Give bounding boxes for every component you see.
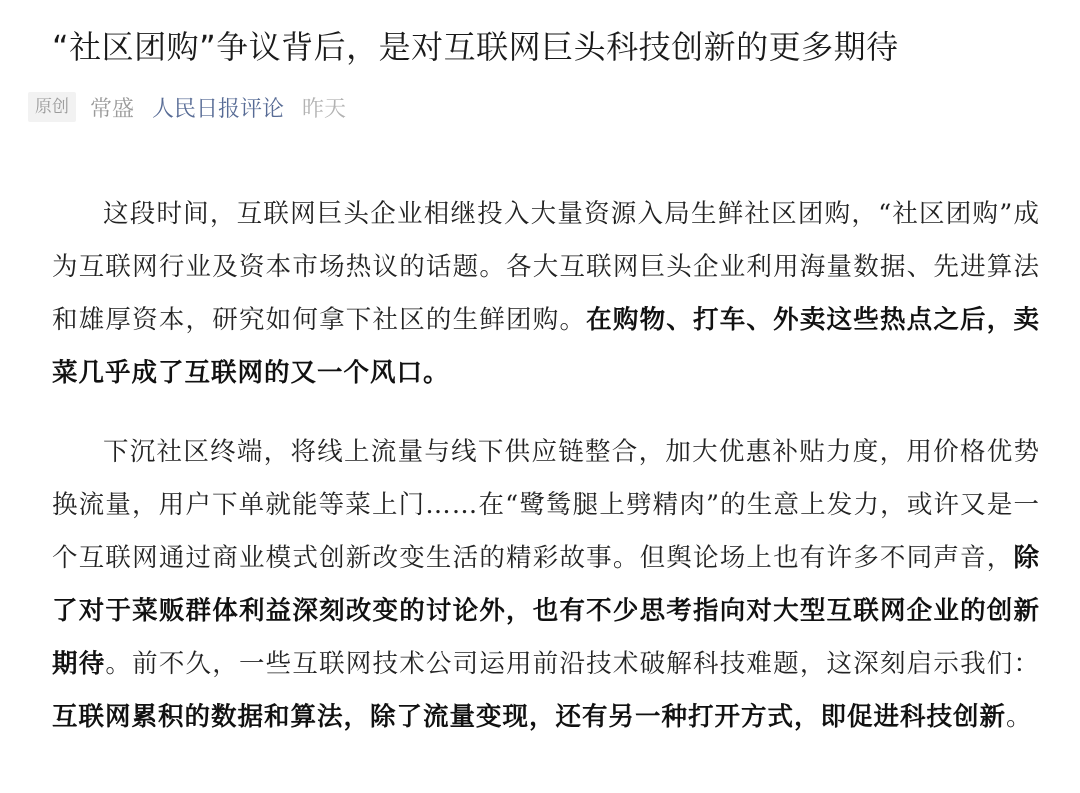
paragraph-1-text: 这段时间，互联网巨头企业相继投入大量资源入局生鲜社区团购，“社区团购”成为互联网行业及资本市场热议的话题。各大互联网巨头企业利用海量数据、先进算法和雄厚资本，研究如何拿下社区的生鲜团购。 [52,199,1040,335]
publish-date: 昨天 [302,96,347,122]
paragraph-2-text-c: 。 [1006,702,1033,732]
paragraph-2 [52,426,1040,744]
article-title: “社区团购”争议背后，是对互联网巨头科技创新的更多期待 [52,28,899,66]
account-link[interactable]: 人民日报评论 [152,96,285,122]
paragraph-1 [52,188,1040,400]
original-badge: 原创 [28,92,76,122]
paragraph-2-bold-b: 互联网累积的数据和算法，除了流量变现，还有另一种打开方式，即促进科技创新 [52,702,1007,732]
article-content [52,188,1040,744]
paragraph-2-bold-a: 除了对于菜贩群体利益深刻改变的讨论外，也有不少思考指向对大型互联网企业的创新期待 [52,543,1040,679]
paragraph-2-text-b: 。前不久，一些互联网技术公司运用前沿技术破解科技难题，这深刻启示我们： [105,649,1040,679]
author-name: 常盛 [90,96,135,122]
paragraph-1-bold-text: 在购物、打车、外卖这些热点之后，卖菜几乎成了互联网的又一个风口。 [52,305,1040,388]
paragraph-2-text-a: 下沉社区终端，将线上流量与线下供应链整合，加大优惠补贴力度，用价格优势换流量，用户下单就能等菜上门……在“鹭鸶腿上劈精肉”的生意上发力，或许又是一个互联网通过商业模式创新改变生活的精彩故事。但舆论场上也有许多不同声音， [52,437,1040,573]
article-meta [35,90,1040,124]
